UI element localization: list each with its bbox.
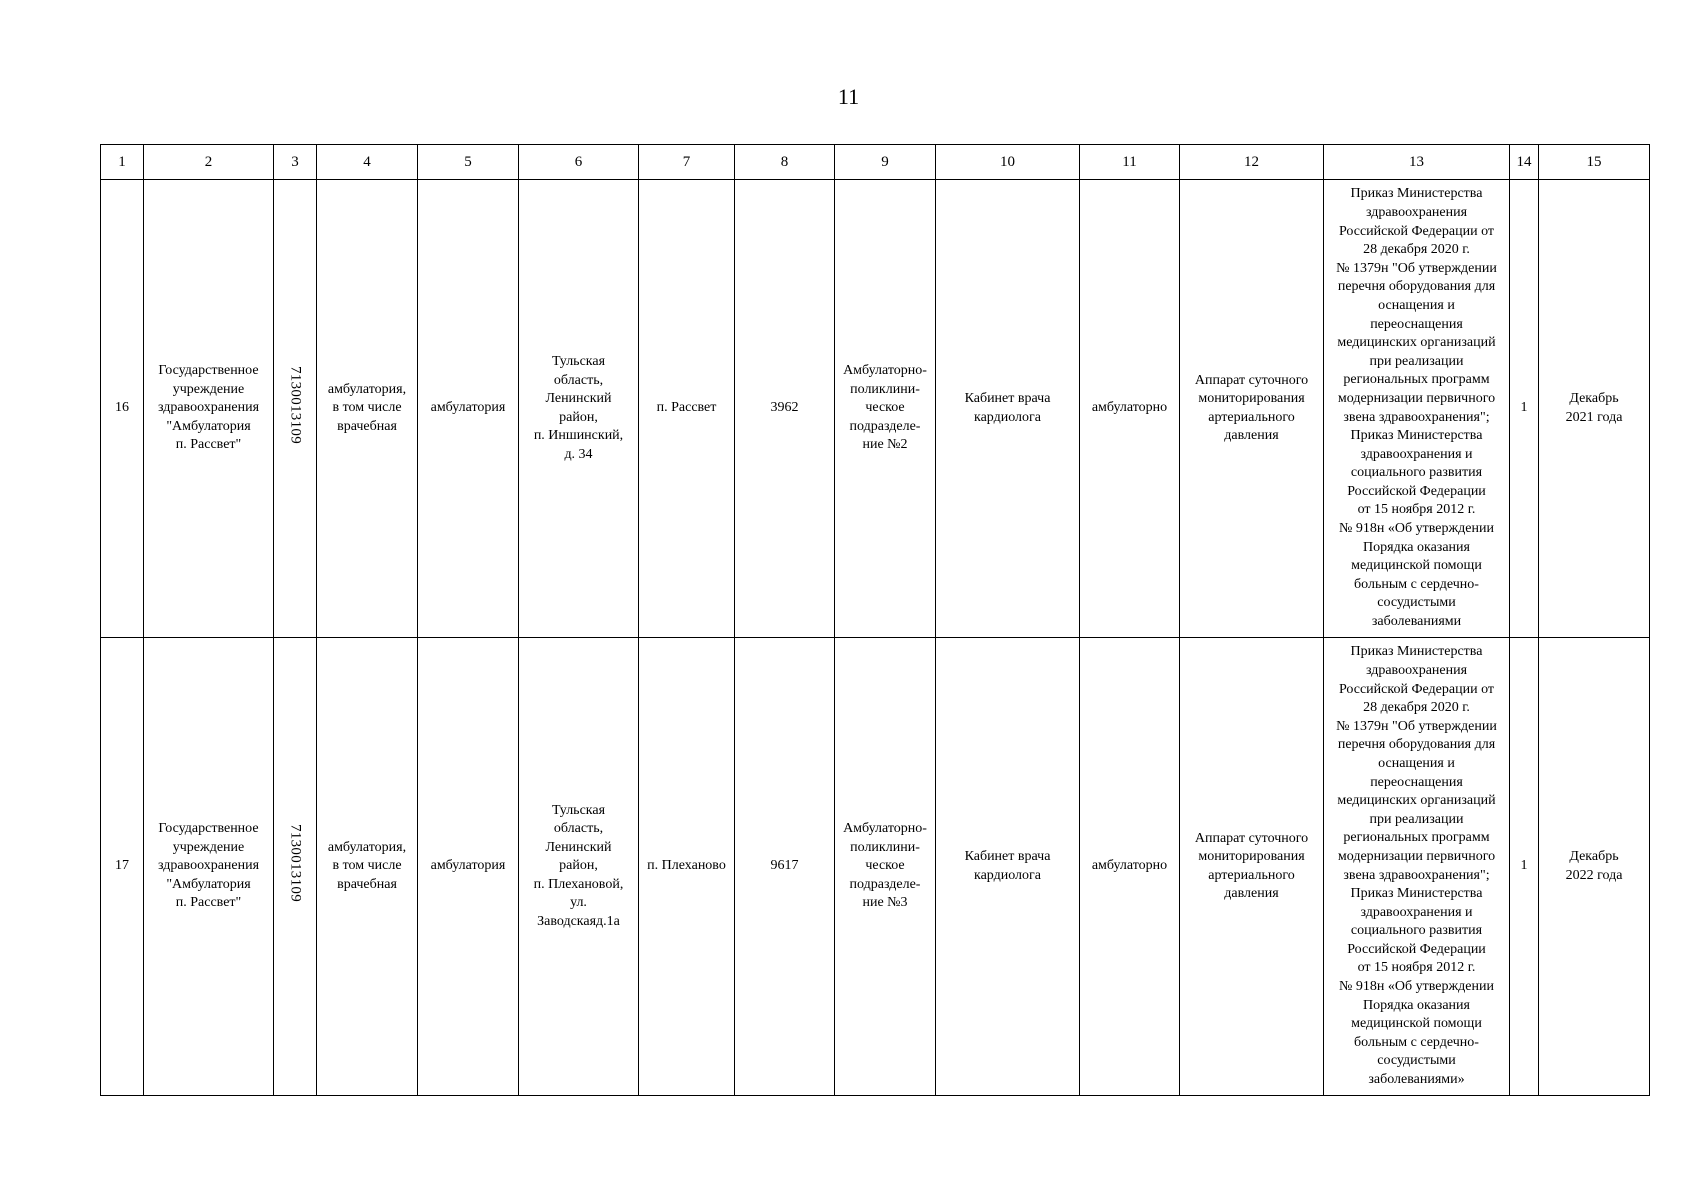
legal-basis-cell: [1324, 638, 1510, 1096]
legal-basis-line: при реализации: [1369, 811, 1464, 827]
legal-basis-line: здравоохранения: [1365, 662, 1468, 678]
settlement: п. Рассвет: [656, 400, 717, 416]
legal-basis-line: перечня оборудования для: [1337, 737, 1496, 753]
legal-basis-line: региональных программ: [1343, 372, 1490, 388]
column-header-11: 11: [1080, 145, 1180, 180]
care-condition-cell: [1080, 638, 1180, 1096]
facility-type-line: врачебная: [337, 418, 397, 434]
facility-type-line: амбулатория,: [327, 839, 407, 855]
institution-name-line: Государственное: [158, 363, 259, 379]
legal-basis-line: Приказ Министерства: [1350, 644, 1483, 660]
equipment-line: давления: [1224, 428, 1279, 443]
legal-basis-line: медицинских организаций: [1337, 793, 1496, 809]
row-number: 16: [115, 400, 129, 416]
legal-basis-line: социального развития: [1350, 923, 1483, 939]
legal-basis-line: № 1379н "Об утверждении: [1336, 260, 1497, 276]
address-line: Тульская: [551, 354, 606, 369]
legal-basis-line: заболеваниями»: [1368, 1072, 1465, 1088]
subdivision-line: подразделе-: [849, 876, 921, 892]
cabinet-line: кардиолога: [974, 409, 1041, 425]
address-line: область,: [553, 821, 604, 837]
facility-type-line: амбулатория,: [327, 381, 407, 397]
equipment-line: давления: [1224, 886, 1279, 901]
address-line: район,: [559, 858, 598, 874]
column-header-5: 5: [418, 145, 519, 180]
subdivision-line: ние №3: [862, 895, 908, 911]
legal-basis-line: Порядка оказания: [1363, 997, 1470, 1013]
legal-basis-line: модернизации первичного: [1337, 848, 1496, 864]
legal-basis-line: от 15 ноября 2012 г.: [1357, 960, 1476, 976]
facility-type-cell: [317, 638, 418, 1096]
quantity: 1: [1520, 400, 1528, 416]
quantity-cell: [1510, 638, 1539, 1096]
row-number-cell: [101, 638, 144, 1096]
equipment-line: Аппарат суточного: [1194, 830, 1309, 846]
legal-basis-line: медицинской помощи: [1351, 1016, 1482, 1032]
legal-basis-line: от 15 ноября 2012 г.: [1357, 502, 1476, 518]
institution-name-line: п. Рассвет": [175, 895, 242, 911]
population-cell: [735, 180, 835, 638]
institution-name-cell: [144, 638, 274, 1096]
settlement-cell: [639, 180, 735, 638]
legal-basis-line: звена здравоохранения";: [1343, 409, 1490, 425]
row-number: 17: [115, 858, 129, 874]
column-header-4: 4: [317, 145, 418, 180]
subdivision-cell: [835, 638, 936, 1096]
column-header-14: 14: [1510, 145, 1539, 180]
deadline-line: 2022 года: [1565, 867, 1623, 883]
legal-basis-line: социального развития: [1350, 465, 1483, 481]
institution-name-line: п. Рассвет": [175, 437, 242, 453]
care-condition: амбулаторно: [1091, 858, 1168, 874]
legal-basis-line: медицинских организаций: [1337, 335, 1496, 351]
facility-type-line: в том числе: [332, 858, 402, 874]
deadline-line: Декабрь: [1569, 849, 1619, 864]
cabinet-cell: [936, 638, 1080, 1096]
subdivision-line: ческое: [865, 858, 905, 874]
equipment-line: мониторирования: [1198, 391, 1305, 406]
legal-basis-line: звена здравоохранения";: [1343, 867, 1490, 883]
settlement: п. Плеханово: [647, 858, 726, 874]
legal-basis-line: перечня оборудования для: [1337, 279, 1496, 295]
subdivision-cell: [835, 180, 936, 638]
legal-basis-line: Российской Федерации: [1347, 941, 1486, 957]
legal-basis-line: здравоохранения и: [1360, 446, 1473, 462]
address-line: п. Плехановой,: [533, 876, 624, 892]
population: 9617: [770, 858, 799, 874]
deadline-line: 2021 года: [1565, 409, 1623, 425]
subdivision-line: Амбулаторно-: [843, 363, 927, 379]
facility-kind-cell: [418, 180, 519, 638]
institution-name-line: Государственное: [158, 821, 259, 837]
row-number-cell: [101, 180, 144, 638]
quantity: 1: [1520, 858, 1528, 874]
legal-basis-line: Приказ Министерства: [1350, 428, 1483, 444]
legal-basis-line: № 918н «Об утверждении: [1339, 521, 1494, 537]
legal-basis-line: сосудистыми: [1377, 595, 1456, 611]
subdivision-line: поликлини-: [850, 839, 920, 855]
legal-basis-line: Приказ Министерства: [1350, 886, 1483, 902]
settlement-cell: [639, 638, 735, 1096]
equipment-cell: [1180, 638, 1324, 1096]
facility-kind: амбулатория: [430, 400, 506, 416]
subdivision-line: ческое: [865, 400, 905, 416]
institution-name-line: "Амбулатория: [166, 418, 251, 434]
legal-basis-line: сосудистыми: [1377, 1053, 1456, 1069]
legal-basis-line: переоснащения: [1370, 316, 1463, 332]
inn-cell: [274, 180, 317, 638]
equipment-cell: [1180, 180, 1324, 638]
deadline-cell: [1539, 180, 1650, 638]
address-line: Заводскаяд.1а: [537, 913, 620, 929]
equipment-line: артериального: [1208, 867, 1295, 883]
page-number: 11: [837, 84, 860, 109]
legal-basis-line: Российской Федерации: [1347, 483, 1486, 499]
subdivision-line: ние №2: [862, 437, 908, 453]
cabinet-line: Кабинет врача: [964, 849, 1051, 864]
legal-basis-line: Приказ Министерства: [1350, 186, 1483, 202]
address-line: Ленинский: [545, 839, 612, 855]
equipment-line: Аппарат суточного: [1194, 372, 1309, 388]
inn: 7130013109: [287, 366, 304, 445]
table-row: [101, 180, 1650, 638]
institution-name-cell: [144, 180, 274, 638]
legal-basis-line: Порядка оказания: [1363, 539, 1470, 555]
address-line: Тульская: [551, 802, 606, 818]
care-condition: амбулаторно: [1091, 400, 1168, 416]
facility-kind-cell: [418, 638, 519, 1096]
institution-name-line: учреждение: [172, 381, 245, 397]
column-header-6: 6: [519, 145, 639, 180]
institution-name-line: здравоохранения: [157, 858, 260, 874]
legal-basis-line: модернизации первичного: [1337, 390, 1496, 406]
facility-type-line: врачебная: [337, 876, 397, 892]
inn: 7130013109: [287, 824, 304, 903]
cabinet-line: Кабинет врача: [964, 391, 1051, 406]
legal-basis-line: 28 декабря 2020 г.: [1363, 700, 1470, 716]
address-line: район,: [559, 409, 598, 425]
address-line: Ленинский: [545, 391, 612, 406]
equipment-line: мониторирования: [1198, 849, 1305, 864]
legal-basis-line: № 1379н "Об утверждении: [1336, 718, 1497, 734]
address-line: ул.: [570, 895, 587, 911]
legal-basis-line: заболеваниями: [1371, 614, 1462, 630]
legal-basis-line: Российской Федерации от: [1338, 681, 1495, 697]
legal-basis-line: 28 декабря 2020 г.: [1363, 242, 1470, 258]
legal-basis-line: медицинской помощи: [1351, 558, 1482, 574]
institution-name-line: "Амбулатория: [166, 876, 251, 892]
quantity-cell: [1510, 180, 1539, 638]
column-header-15: 15: [1539, 145, 1650, 180]
equipment-table: [100, 144, 1650, 1096]
deadline-cell: [1539, 638, 1650, 1096]
deadline-line: Декабрь: [1569, 391, 1619, 406]
column-header-1: 1: [101, 145, 144, 180]
column-header-8: 8: [735, 145, 835, 180]
legal-basis-line: оснащения и: [1378, 297, 1455, 313]
subdivision-line: поликлини-: [850, 381, 920, 397]
legal-basis-line: оснащения и: [1378, 755, 1455, 771]
facility-kind: амбулатория: [430, 858, 506, 874]
legal-basis-line: региональных программ: [1343, 830, 1490, 846]
legal-basis-line: переоснащения: [1370, 774, 1463, 790]
cabinet-cell: [936, 180, 1080, 638]
table-row: [101, 638, 1650, 1096]
inn-cell: [274, 638, 317, 1096]
legal-basis-line: № 918н «Об утверждении: [1339, 979, 1494, 995]
legal-basis-line: Российской Федерации от: [1338, 223, 1495, 239]
column-header-7: 7: [639, 145, 735, 180]
legal-basis-line: здравоохранения и: [1360, 904, 1473, 920]
legal-basis-line: больным с сердечно-: [1354, 576, 1479, 592]
institution-name-line: здравоохранения: [157, 400, 260, 416]
population-cell: [735, 638, 835, 1096]
legal-basis-line: при реализации: [1369, 353, 1464, 369]
column-header-13: 13: [1324, 145, 1510, 180]
subdivision-line: подразделе-: [849, 418, 921, 434]
legal-basis-cell: [1324, 180, 1510, 638]
care-condition-cell: [1080, 180, 1180, 638]
institution-name-line: учреждение: [172, 839, 245, 855]
column-header-12: 12: [1180, 145, 1324, 180]
column-header-9: 9: [835, 145, 936, 180]
legal-basis-line: больным с сердечно-: [1354, 1034, 1479, 1050]
address-cell: [519, 180, 639, 638]
column-header-3: 3: [274, 145, 317, 180]
subdivision-line: Амбулаторно-: [843, 821, 927, 837]
address-line: п. Иншинский,: [533, 428, 624, 443]
address-line: область,: [553, 372, 604, 388]
equipment-line: артериального: [1208, 409, 1295, 425]
address-line: д. 34: [564, 446, 593, 462]
population: 3962: [770, 400, 799, 416]
column-header-2: 2: [144, 145, 274, 180]
header-row: [101, 145, 1650, 180]
legal-basis-line: здравоохранения: [1365, 204, 1468, 220]
column-header-10: 10: [936, 145, 1080, 180]
address-cell: [519, 638, 639, 1096]
facility-type-line: в том числе: [332, 400, 402, 416]
cabinet-line: кардиолога: [974, 867, 1041, 883]
facility-type-cell: [317, 180, 418, 638]
